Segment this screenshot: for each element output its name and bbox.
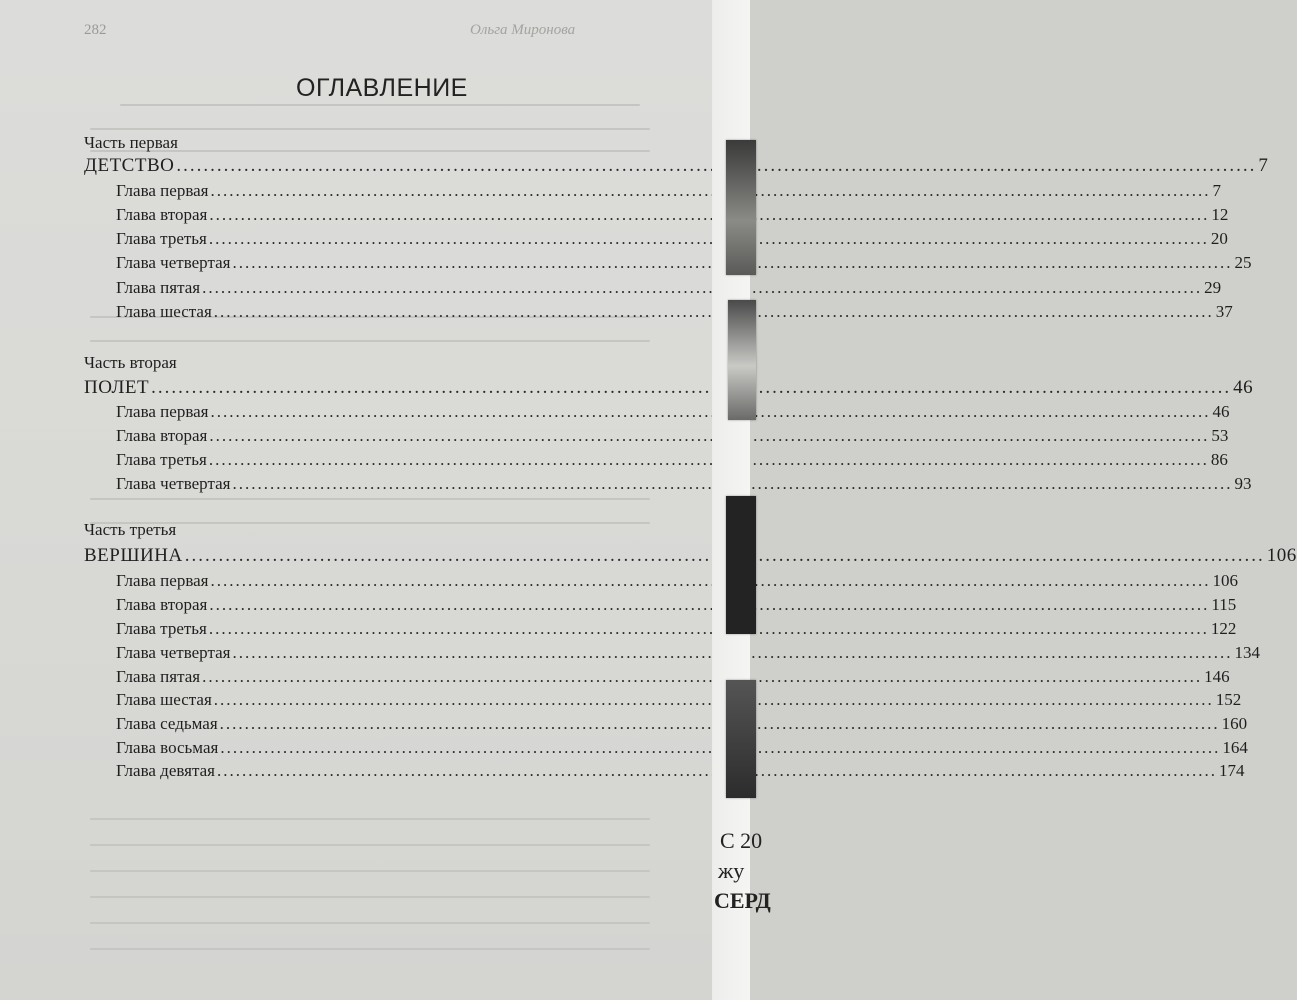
chapter-title: Глава третья [116, 450, 207, 469]
chapter-title: Глава вторая [116, 595, 208, 614]
part-label: Часть третья [84, 520, 177, 539]
page-ref: 152 [1215, 690, 1242, 709]
toc-chapter-entry[interactable] [116, 450, 1228, 470]
page-ref: 115 [1211, 595, 1237, 614]
page-ref: 174 [1219, 761, 1245, 780]
dot-leader [202, 667, 1202, 687]
dot-leader [209, 619, 1209, 639]
book-cover-thumbnail [728, 300, 756, 420]
part-title: ВЕРШИНА [84, 545, 183, 566]
toc-chapter-entry[interactable] [116, 426, 1229, 446]
toc-chapter-entry[interactable] [116, 181, 1221, 201]
bleed-through-line [90, 340, 650, 342]
dot-leader [209, 229, 1209, 249]
chapter-title: Глава четвертая [116, 253, 231, 272]
bleed-through-line [90, 870, 650, 872]
chapter-title: Глава третья [116, 229, 207, 248]
bleed-through-line [90, 128, 650, 130]
bleed-through-line [90, 896, 650, 898]
dot-leader [211, 571, 1211, 591]
toc-chapter-entry[interactable] [116, 643, 1260, 663]
page-ref: 7 [1258, 155, 1269, 176]
chapter-title: Глава вторая [116, 426, 208, 445]
adjacent-page-text: СЕРД [714, 888, 771, 913]
page-ref: 37 [1215, 302, 1233, 321]
page-ref: 122 [1210, 619, 1237, 638]
chapter-title: Глава первая [116, 181, 209, 200]
toc-chapter-entry[interactable] [116, 619, 1237, 639]
page-ref: 46 [1212, 402, 1230, 421]
page-ref: 106 [1266, 545, 1297, 566]
chapter-title: Глава восьмая [116, 738, 219, 757]
dot-leader [209, 205, 1209, 225]
toc-chapter-entry[interactable] [116, 302, 1233, 322]
part-title: ПОЛЕТ [84, 377, 150, 398]
dot-leader [211, 181, 1211, 201]
page-ref: 134 [1234, 643, 1260, 662]
toc-chapter-entry[interactable] [116, 229, 1228, 249]
page-ref: 93 [1234, 474, 1252, 493]
chapter-title: Глава первая [116, 571, 209, 590]
chapter-title: Глава вторая [116, 205, 208, 224]
chapter-title: Глава шестая [116, 302, 212, 321]
book-cover-thumbnail [726, 680, 756, 798]
toc-chapter-entry[interactable] [116, 278, 1222, 298]
dot-leader [202, 278, 1202, 298]
toc-part-entry[interactable] [84, 155, 1269, 177]
page-ref: 86 [1210, 450, 1228, 469]
running-head: Ольга Миронова [470, 22, 576, 38]
page-number: 282 [84, 22, 107, 38]
toc-part-entry[interactable] [84, 377, 1254, 399]
adjacent-page-text: С 20 [720, 828, 763, 853]
chapter-title: Глава седьмая [116, 714, 218, 733]
chapter-title: Глава четвертая [116, 474, 231, 493]
page-ref: 7 [1212, 181, 1221, 200]
page-ref: 53 [1211, 426, 1229, 445]
bleed-through-line [120, 104, 640, 106]
page-ref: 12 [1211, 205, 1229, 224]
toc-title: ОГЛАВЛЕНИЕ [296, 74, 468, 102]
chapter-title: Глава пятая [116, 667, 201, 686]
book-cover-thumbnail [726, 496, 756, 634]
toc-chapter-entry[interactable] [116, 690, 1242, 710]
page-ref: 25 [1234, 253, 1252, 272]
bleed-through-line [90, 498, 650, 500]
toc-chapter-entry[interactable] [116, 667, 1230, 687]
bleed-through-line [90, 922, 650, 924]
page-ref: 20 [1210, 229, 1228, 248]
part-title: ДЕТСТВО [84, 155, 175, 176]
toc-part-entry[interactable] [84, 545, 1297, 567]
toc-chapter-entry[interactable] [116, 474, 1252, 494]
chapter-title: Глава четвертая [116, 643, 231, 662]
chapter-title: Глава третья [116, 619, 207, 638]
chapter-title: Глава девятая [116, 761, 215, 780]
bleed-through-line [90, 818, 650, 820]
toc-chapter-entry[interactable] [116, 595, 1237, 615]
chapter-title: Глава шестая [116, 690, 212, 709]
page-ref: 146 [1204, 667, 1230, 686]
page-ref: 106 [1212, 571, 1238, 590]
page-ref: 29 [1204, 278, 1222, 297]
toc-chapter-entry[interactable] [116, 402, 1230, 422]
page-ref: 46 [1233, 377, 1254, 398]
toc-chapter-entry[interactable] [116, 571, 1238, 591]
page-ref: 164 [1222, 738, 1248, 757]
book-cover-thumbnail [726, 140, 756, 275]
adjacent-page [712, 0, 771, 1000]
bleed-through-line [90, 844, 650, 846]
adjacent-page-text: жу [718, 858, 745, 883]
toc-chapter-entry[interactable] [116, 205, 1229, 225]
page-ref: 160 [1221, 714, 1248, 733]
toc-chapter-entry[interactable] [116, 761, 1245, 781]
toc-chapter-entry[interactable] [116, 738, 1248, 758]
part-label: Часть вторая [84, 353, 177, 372]
chapter-title: Глава первая [116, 402, 209, 421]
bleed-through-line [90, 948, 650, 950]
toc-chapter-entry[interactable] [116, 253, 1252, 273]
dot-leader [211, 402, 1211, 422]
part-label: Часть первая [84, 133, 178, 152]
dot-leader [209, 450, 1209, 470]
dot-leader [209, 595, 1209, 615]
dot-leader [209, 426, 1209, 446]
toc-chapter-entry[interactable] [116, 714, 1248, 734]
chapter-title: Глава пятая [116, 278, 201, 297]
dot-leader [151, 377, 1231, 399]
